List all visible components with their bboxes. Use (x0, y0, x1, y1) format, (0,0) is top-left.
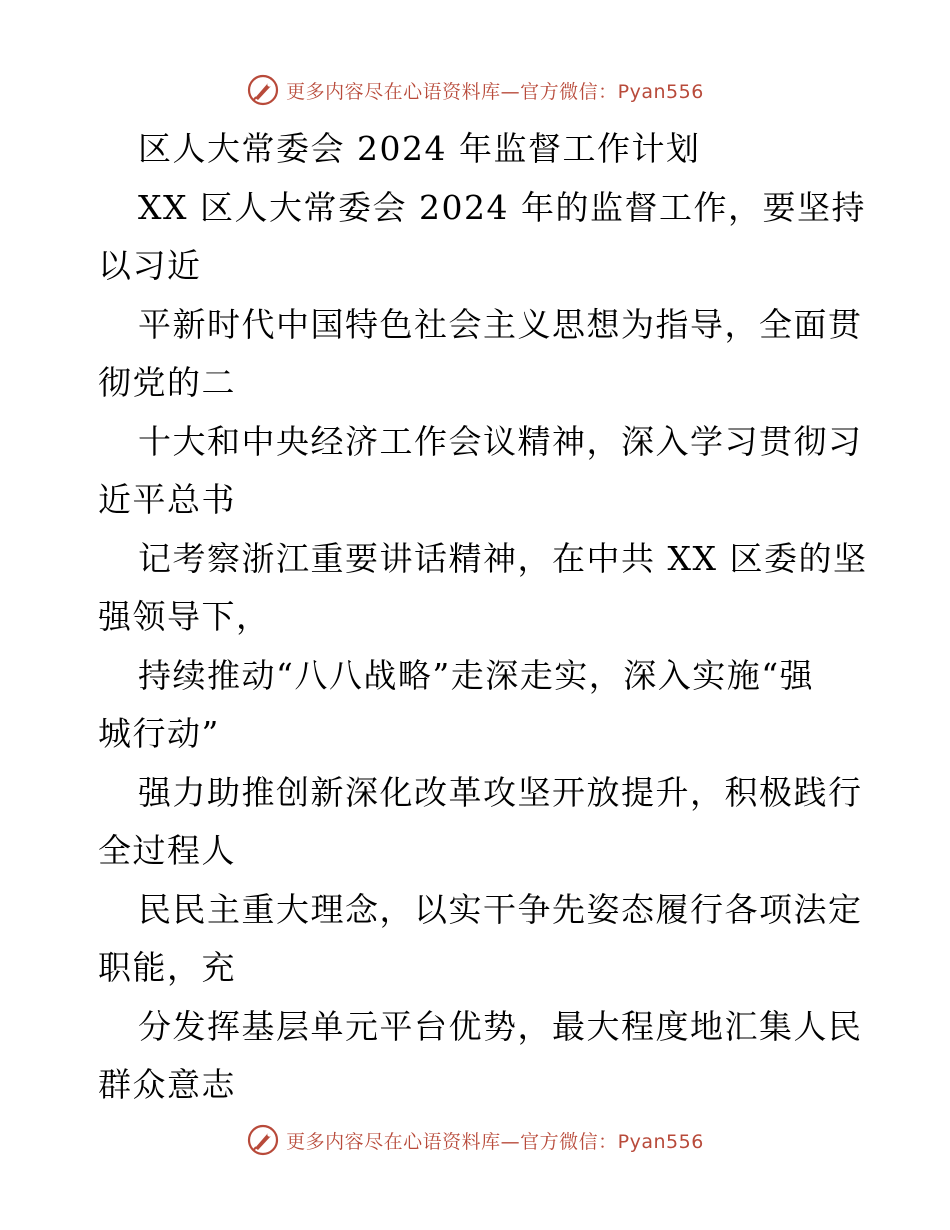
quill-pen-logo-icon (246, 1123, 280, 1157)
paragraph-line: 民民主重大理念，以实干争先姿态履行各项法定 (138, 889, 863, 929)
paragraph-line: 职能，充 (98, 948, 236, 987)
paragraph-line: 群众意志 (98, 1065, 236, 1104)
paragraph-line: 城行动” (98, 714, 220, 753)
document-title: 区人大常委会 2024 年监督工作计划 (138, 129, 701, 168)
paragraph-line: 强领导下， (98, 597, 271, 636)
paragraph-line: 全过程人 (98, 831, 236, 870)
paragraph-line: 彻党的二 (98, 363, 236, 402)
quill-pen-logo-icon (246, 73, 280, 107)
watermark-text: 更多内容尽在心语资料库—官方微信：Pyan556 (286, 1130, 704, 1153)
header-watermark (0, 72, 950, 108)
paragraph-line: 近平总书 (98, 480, 236, 519)
document-body (98, 120, 868, 1115)
paragraph-line: 平新时代中国特色社会主义思想为指导，全面贯 (138, 304, 863, 344)
paragraph-line: 分发挥基层单元平台优势，最大程度地汇集人民 (138, 1006, 863, 1046)
watermark-text: 更多内容尽在心语资料库—官方微信：Pyan556 (286, 80, 704, 103)
paragraph-line: 以习近 (98, 246, 202, 285)
paragraph-line: 十大和中央经济工作会议精神，深入学习贯彻习 (138, 421, 863, 461)
paragraph-line: 强力助推创新深化改革攻坚开放提升，积极践行 (138, 772, 863, 812)
paragraph-line: 持续推动“八八战略”走深走实，深入实施“强 (138, 655, 815, 695)
paragraph-line: XX 区人大常委会 2024 年的监督工作，要坚持 (138, 187, 866, 227)
footer-watermark (0, 1122, 950, 1158)
paragraph-line: 记考察浙江重要讲话精神，在中共 XX 区委的坚 (138, 538, 868, 578)
